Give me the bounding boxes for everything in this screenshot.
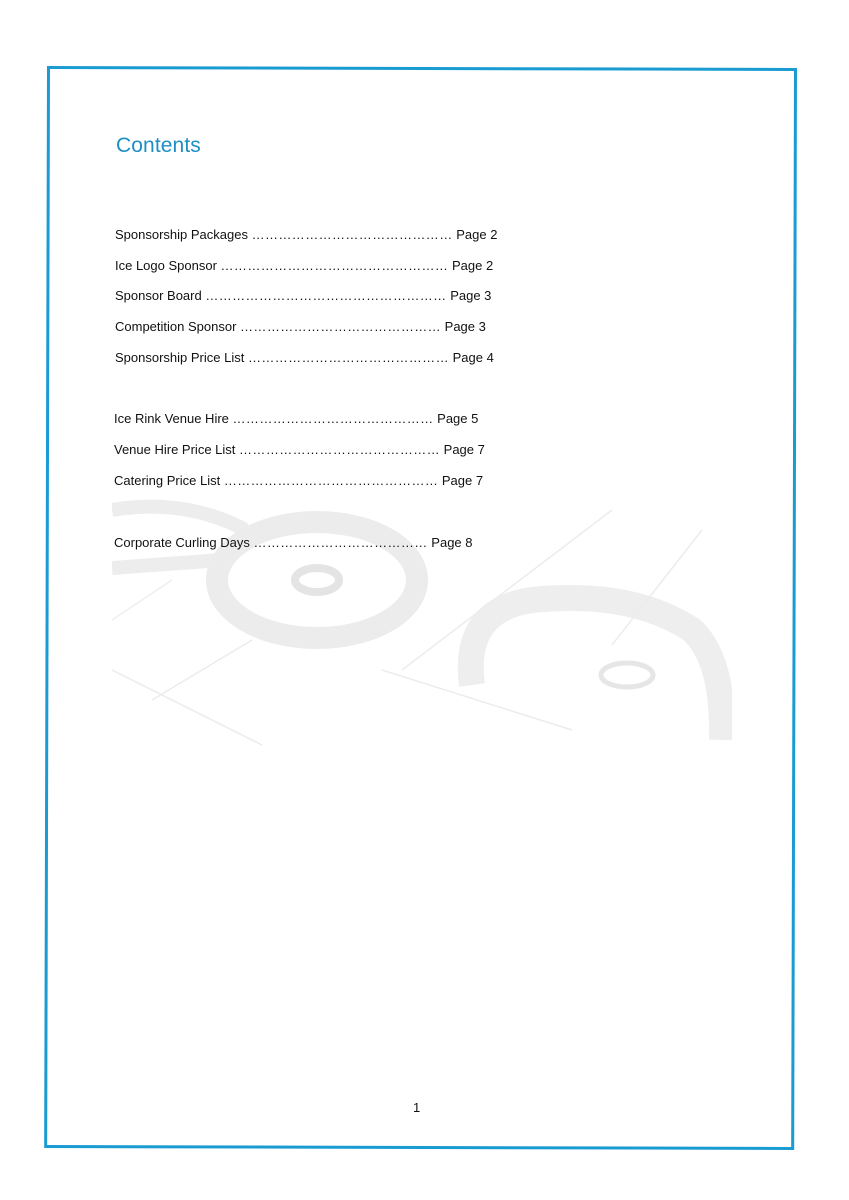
- toc-entry-page: Page 3: [450, 288, 492, 303]
- toc-entry-leader: ………………………………………: [239, 442, 441, 457]
- toc-entry-label: Ice Logo Sponsor: [115, 258, 217, 273]
- toc-entry-leader: ………………………………………: [247, 350, 449, 365]
- toc-entry-leader: ……………………………………………: [220, 258, 449, 273]
- toc-entry-label: Catering Price List: [114, 473, 221, 488]
- toc-entry-label: Competition Sponsor: [115, 319, 237, 334]
- toc-entry-leader: ………………………………………: [240, 319, 442, 334]
- toc-entry-competition-sponsor[interactable]: [115, 319, 486, 335]
- curling-rings-watermark: [112, 470, 732, 750]
- toc-entry-catering-price-list[interactable]: [114, 473, 483, 489]
- toc-entry-leader: ………………………………………: [232, 411, 434, 426]
- toc-entry-label: Venue Hire Price List: [114, 442, 236, 457]
- toc-entry-label: Sponsorship Price List: [115, 350, 245, 365]
- toc-entry-page: Page 8: [431, 535, 473, 550]
- toc-entry-sponsorship-price-list[interactable]: [115, 350, 494, 366]
- toc-entry-leader: …………………………………………: [223, 473, 439, 488]
- toc-entry-sponsorship-packages[interactable]: [115, 227, 497, 243]
- toc-entry-page: Page 5: [437, 411, 479, 426]
- toc-entry-page: Page 4: [452, 350, 494, 365]
- toc-entry-page: Page 3: [444, 319, 486, 334]
- toc-entry-leader: ………………………………………: [251, 227, 453, 242]
- toc-entry-page: Page 7: [443, 442, 485, 457]
- toc-entry-page: Page 2: [451, 258, 494, 273]
- toc-entry-venue-hire-price-list[interactable]: [114, 442, 485, 458]
- toc-entry-label: Ice Rink Venue Hire: [114, 411, 229, 426]
- toc-entry-page: Page 7: [441, 473, 484, 488]
- toc-entry-label: Corporate Curling Days: [114, 535, 250, 550]
- toc-entry-label: Sponsor Board: [115, 288, 202, 303]
- toc-entry-ice-logo-sponsor[interactable]: [115, 258, 493, 274]
- toc-entry-leader: ………………………………………………: [205, 288, 447, 303]
- footer-page-number: 1: [413, 1100, 421, 1115]
- toc-entry-ice-rink-venue-hire[interactable]: [114, 411, 478, 427]
- toc-entry-leader: …………………………………: [253, 535, 428, 550]
- toc-entry-sponsor-board[interactable]: [115, 288, 491, 304]
- page-title: Contents: [116, 134, 201, 157]
- toc-entry-page: Page 2: [456, 227, 498, 242]
- toc-entry-corporate-curling-days[interactable]: [114, 535, 473, 551]
- toc-entry-label: Sponsorship Packages: [115, 227, 248, 242]
